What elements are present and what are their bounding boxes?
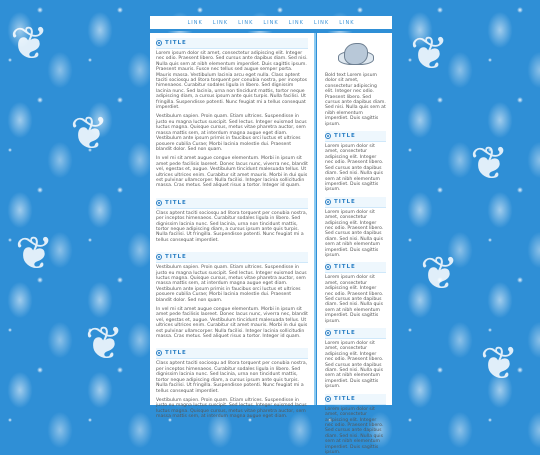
sidebar-block	[317, 328, 392, 390]
sidebar-block-text: Lorem ipsum dolor sit amet, consectetur adipiscing elit. Integer nec odio. Praesent libero. Sed cursus ante dapibus diam. Sed nisi. Nulla quis sem at nibh elementum imperdiet. Duis sagittis ipsum.	[325, 275, 384, 324]
post-title-text: TITLE	[165, 40, 187, 46]
butterfly-icon: ❦	[10, 16, 49, 70]
sidebar-block-title-text: TITLE	[334, 198, 356, 205]
post-title	[156, 252, 308, 263]
sidebar-block-text: Lorem ipsum dolor sit amet, consectetur adipiscing elit. Integer nec odio. Praesent libero. Sed cursus ante dapibus diam. Sed nisi. Nulla quis sem at nibh elementum imperdiet. Duis sagittis ipsum.	[325, 341, 384, 390]
post	[150, 33, 314, 189]
post-title-text: TITLE	[165, 199, 187, 206]
butterfly-icon: ❦	[70, 106, 109, 160]
sidebar-intro	[317, 73, 392, 127]
nav-link[interactable]: LINK	[263, 19, 279, 26]
nav-link[interactable]: LINK	[212, 19, 229, 26]
sidebar-block-title	[325, 394, 386, 405]
butterfly-icon: ❦	[15, 226, 54, 280]
sidebar-block	[317, 197, 392, 259]
bullet-icon	[156, 200, 162, 206]
post-paragraph: Vestibulum sapien. Proin quam. Etiam ultrices. Suspendisse in justo eu magna luctus suscipit. Sed lectus. Integer euismod lacus luctus magna. Quisque cursus, metus vitae pharetra auctor, sem massa mattis sem, at interdum magna augue eget diam. Vestibulum ante ipsum primis in faucibus orci luctus et ultrices posuere cubilia Curae; Morbi lacinia molestie dui. Praesent blandit dolor. Sed non quam.	[156, 114, 307, 152]
top-navigation	[150, 16, 392, 31]
nav-link[interactable]: LINK	[288, 19, 304, 26]
page-layout	[150, 16, 392, 455]
sidebar-block-text: Lorem ipsum dolor sit amet, consectetur adipiscing elit. Integer nec odio. Praesent libero. Sed cursus ante dapibus diam. Sed nisi. Nulla quis sem at nibh elementum imperdiet. Duis sagittis ipsum.	[325, 209, 384, 258]
nav-link[interactable]: LINK	[339, 19, 355, 26]
butterfly-icon: ❦	[480, 336, 519, 390]
post-paragraph: Lorem ipsum dolor sit amet, consectetur adipiscing elit. Integer nec odio. Praesent libero. Sed cursus ante dapibus diam. Sed nisi. Nulla quis sem at nibh elementum imperdiet. Duis sagittis ipsum. Praesent mauris. Fusce nec tellus sed augue semper porta. Mauris massa. Vestibulum lacinia arcu eget nulla. Class aptent taciti sociosqu ad litora torquent per conubia nostra, per inceptos himenaeos. Curabitur sodales ligula in libero. Sed dignissim lacinia nunc. Sed lacinia, urna non tincidunt mattis, tortor neque adipiscing diam, a cursus ipsum ante quis turpis. Nulla facilisi. Ut fringilla. Suspendisse potenti. Nunc feugiat mi a tellus consequat imperdiet.	[156, 51, 308, 111]
sidebar-block-title	[325, 262, 386, 273]
post	[150, 247, 314, 339]
sidebar-block-title	[325, 131, 386, 142]
post-paragraph: In vel mi sit amet augue congue elementum. Morbi in ipsum sit amet pede facilisis laoreet. Donec lacus nunc, viverra nec, blandit vel, egestas et, augue. Vestibulum tincidunt malesuada tellus. Ut ultrices ultrices enim. Curabitur sit amet mauris. Morbi in dui quis est pulvinar ullamcorper. Nulla facilisi. Integer lacinia sollicitudin massa. Cras metus. Sed aliquet risus a tortor. Integer id quam.	[156, 156, 308, 189]
post	[150, 343, 314, 419]
nav-link[interactable]: LINK	[238, 19, 254, 26]
sidebar-block-title-text: TITLE	[334, 264, 356, 271]
sidebar-block-text: Lorem ipsum dolor sit amet, consectetur adipiscing elit. Integer nec odio. Praesent libero. Sed cursus ante dapibus diam. Sed nisi. Nulla quis sem at nibh elementum imperdiet. Duis sagittis ipsum.	[325, 144, 384, 193]
bullet-icon	[325, 396, 331, 402]
main-content[interactable]	[150, 33, 316, 420]
bullet-icon	[325, 264, 331, 270]
post-paragraph: In vel mi sit amet augue congue elementum. Morbi in ipsum sit amet pede facilisis laoreet. Donec lacus nunc, viverra nec, blandit vel, egestas et, augue. Vestibulum tincidunt malesuada tellus. Ut ultrices ultrices enim. Curabitur sit amet mauris. Morbi in dui quis est pulvinar ullamcorper. Nulla facilisi. Integer lacinia sollicitudin massa. Cras metus. Sed aliquet risus a tortor. Integer id quam.	[156, 307, 308, 340]
sidebar-block-title-text: TITLE	[334, 395, 356, 402]
bullet-icon	[156, 40, 162, 46]
sidebar-block	[317, 394, 392, 455]
butterfly-icon: ❦	[85, 316, 124, 370]
post-paragraph: Class aptent taciti sociosqu ad litora torquent per conubia nostra, per inceptos himenaeos. Curabitur sodales ligula in libero. Sed dignissim lacinia nunc. Sed lacinia, urna non tincidunt mattis, tortor neque adipiscing diam, a cursus ipsum ante quis turpis. Nulla facilisi. Ut fringilla. Suspendisse potenti. Nunc feugiat mi a tellus consequat imperdiet.	[156, 210, 308, 243]
post-title-text: TITLE	[165, 254, 187, 261]
bullet-icon	[325, 199, 331, 205]
post-paragraph: Vestibulum sapien. Proin quam. Etiam ultrices. Suspendisse in justo eu magna luctus suscipit. Sed lectus. Integer euismod lacus luctus magna. Quisque cursus, metus vitae pharetra auctor, sem massa mattis sem, at interdum magna augue eget diam. Vestibulum ante ipsum primis in faucibus orci luctus et ultrices posuere cubilia Curae; Morbi lacinia molestie dui. Praesent blandit dolor. Sed non quam.	[156, 265, 307, 303]
post-title-text: TITLE	[165, 350, 187, 357]
bullet-icon	[325, 330, 331, 336]
butterfly-icon: ❦	[470, 136, 509, 190]
sidebar-block-title	[325, 328, 386, 339]
nav-link[interactable]: LINK	[313, 19, 330, 26]
sidebar[interactable]	[317, 33, 392, 455]
sidebar-block-text: Lorem ipsum dolor sit amet, consectetur adipiscing elit. Integer nec odio. Praesent libero. Sed cursus ante dapibus diam. Sed nisi. Nulla quis sem at nibh elementum imperdiet. Duis sagittis ipsum.	[325, 406, 384, 455]
post-title	[156, 198, 308, 209]
sidebar-avatar-image	[336, 39, 374, 69]
sidebar-block-title-text: TITLE	[334, 133, 356, 140]
sidebar-block-title	[325, 197, 386, 208]
post-title	[156, 38, 308, 49]
sidebar-block	[317, 131, 392, 193]
sidebar-intro-text: Bold text Lorem ipsum dolor sit amet, consectetur adipiscing elit. Integer nec odio. Praesent libero. Sed cursus ante dapibus diam. Sed nisi. Nulla quis sem at nibh elementum imperdiet. Duis sagittis ipsum.	[325, 73, 386, 127]
sidebar-block-title-text: TITLE	[334, 330, 356, 337]
post-title	[156, 348, 308, 359]
post-paragraph: Vestibulum sapien. Proin quam. Etiam ultrices. Suspendisse in justo eu magna luctus suscipit. Sed lectus. Integer euismod lacus luctus magna. Quisque cursus, metus vitae pharetra auctor, sem massa mattis sem, at interdum magna augue eget diam.	[156, 397, 307, 420]
butterfly-icon: ❦	[410, 26, 449, 80]
bullet-icon	[156, 254, 162, 260]
sidebar-block	[317, 262, 392, 324]
bullet-icon	[325, 133, 331, 139]
butterfly-icon: ❦	[420, 246, 459, 300]
nav-link[interactable]: LINK	[187, 19, 203, 26]
post-paragraph: Class aptent taciti sociosqu ad litora torquent per conubia nostra, per inceptos himenaeos. Curabitur sodales ligula in libero. Sed dignissim lacinia nunc. Sed lacinia, urna non tincidunt mattis, tortor neque adipiscing diam, a cursus ipsum ante quis turpis. Nulla facilisi. Ut fringilla. Suspendisse potenti. Nunc feugiat mi a tellus consequat imperdiet.	[156, 361, 308, 394]
post	[150, 193, 314, 243]
bullet-icon	[156, 350, 162, 356]
